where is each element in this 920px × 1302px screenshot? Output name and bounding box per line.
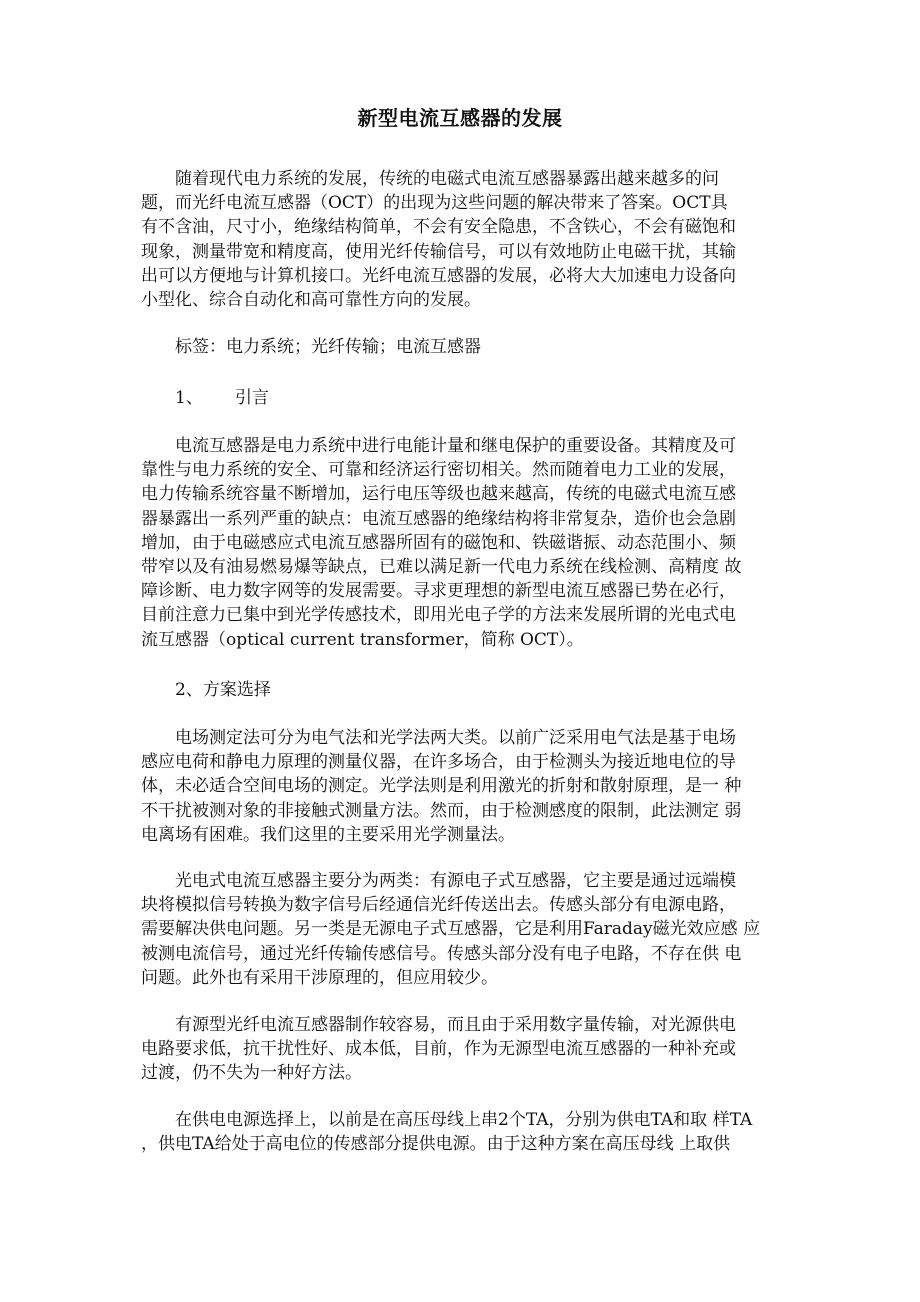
text-line: 需要解决供电问题。另一类是无源电子式互感器，它是利用Faraday磁光效应感 应 (141, 919, 761, 940)
section-2-paragraph-2 (141, 869, 793, 990)
document-title: 新型电流互感器的发展 (357, 106, 563, 130)
text-line: 电路要求低，抗干扰性好、成本低，目前，作为无源型电流互感器的一种补充或 (141, 1039, 736, 1060)
text-line: 问题。此外也有采用干涉原理的，但应用较少。 (141, 967, 498, 988)
text-line: 增加，由于电磁感应式电流互感器所固有的磁饱和、铁磁谐振、动态范围小、频 (141, 532, 736, 553)
text-line: 出可以方便地与计算机接口。光纤电流互感器的发展，必将大大加速电力设备向 (141, 265, 736, 286)
text-line: 电离场有困难。我们这里的主要采用光学测量法。 (141, 824, 515, 845)
text-line: 有源型光纤电流互感器制作较容易，而且由于采用数字量传输，对光源供电 (175, 1015, 736, 1035)
section-title: 引言 (235, 388, 269, 408)
text-line: 光电式电流互感器主要分为两类：有源电子式互感器，它主要是通过远端模 (175, 871, 736, 891)
text-line: 流互感器（optical current transformer，简称 OCT）。 (141, 629, 584, 650)
section-2-heading: 2、方案选择 (175, 680, 271, 700)
text-line: 带窄以及有油易燃易爆等缺点，已难以满足新一代电力系统在线检测、高精度 故 (141, 557, 742, 578)
text-line: 器暴露出一系列严重的缺点：电流互感器的绝缘结构将非常复杂，造价也会急剧 (141, 508, 736, 529)
text-line: 过渡，仍不失为一种好方法。 (141, 1063, 362, 1084)
abstract-paragraph (141, 167, 793, 312)
text-line: 电场测定法可分为电气法和光学法两大类。以前广泛采用电气法是基于电场 (175, 728, 736, 748)
text-line: ，供电TA给处于高电位的传感部分提供电源。由于这种方案在高压母线 上取供 (141, 1134, 731, 1155)
text-line: 靠性与电力系统的安全、可靠和经济运行密切相关。然而随着电力工业的发展， (141, 460, 736, 481)
text-line: 在供电电源选择上，以前是在高压母线上串2个TA，分别为供电TA和取 样TA (175, 1110, 753, 1130)
section-1-paragraph (141, 434, 793, 652)
section-2-paragraph-1 (141, 726, 793, 847)
keywords-line: 标签：电力系统；光纤传输；电流互感器 (175, 337, 481, 357)
section-2-paragraph-3 (141, 1013, 793, 1086)
text-line: 目前注意力已集中到光学传感技术，即用光电子学的方法来发展所谓的光电式电 (141, 605, 736, 626)
text-line: 障诊断、电力数字网等的发展需要。寻求更理想的新型电流互感器已势在必行， (141, 581, 736, 602)
section-number: 1、 (175, 388, 203, 408)
text-line: 电力传输系统容量不断增加，运行电压等级也越来越高，传统的电磁式电流互感 (141, 484, 736, 505)
text-line: 感应电荷和静电力原理的测量仪器，在许多场合，由于检测头为接近地电位的导 (141, 752, 736, 773)
section-2-paragraph-4 (141, 1108, 793, 1156)
text-line: 有不含油，尺寸小，绝缘结构简单，不会有安全隐患，不含铁心，不会有磁饱和 (141, 217, 736, 238)
text-line: 随着现代电力系统的发展，传统的电磁式电流互感器暴露出越来越多的问 (175, 169, 719, 189)
text-line: 块将模拟信号转换为数字信号后经通信光纤传送出去。传感头部分有电源电路， (141, 895, 736, 916)
text-line: 不干扰被测对象的非接触式测量方法。然而，由于检测感度的限制，此法测定 弱 (141, 800, 742, 821)
text-line: 体，未必适合空间电场的测定。光学法则是利用激光的折射和散射原理，是一 种 (141, 776, 742, 797)
text-line: 现象，测量带宽和精度高，使用光纤传输信号，可以有效地防止电磁干扰，其输 (141, 241, 736, 262)
section-1-heading (175, 386, 269, 410)
text-line: 被测电流信号，通过光纤传输传感信号。传感头部分没有电子电路，不存在供 电 (141, 943, 742, 964)
text-line: 电流互感器是电力系统中进行电能计量和继电保护的重要设备。其精度及可 (175, 436, 736, 456)
text-line: 小型化、综合自动化和高可靠性方向的发展。 (141, 290, 481, 311)
text-line: 题，而光纤电流互感器（OCT）的出现为这些问题的解决带来了答案。OCT具 (141, 193, 728, 214)
